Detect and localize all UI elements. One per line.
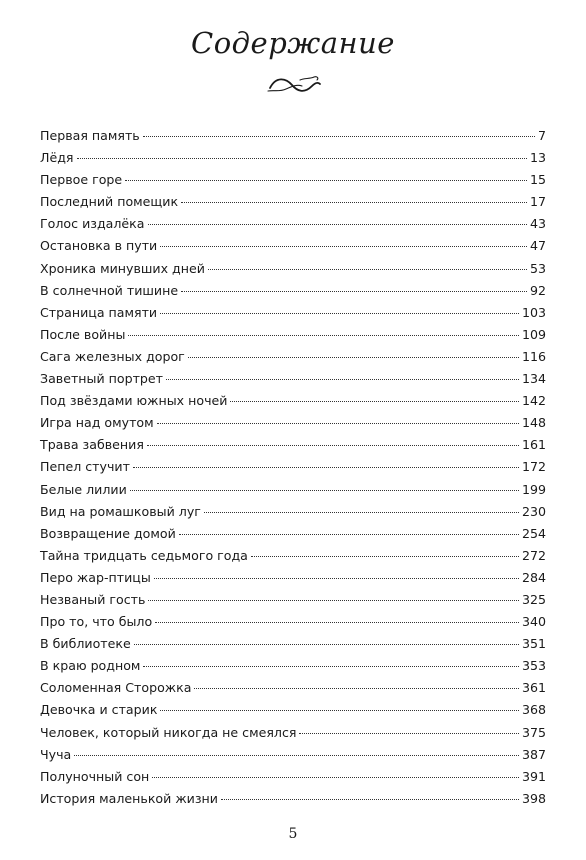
toc-entry-page: 13 [529,150,546,166]
toc-entry[interactable] [40,589,546,611]
toc-entry[interactable] [40,722,546,744]
dot-leader [160,710,519,711]
toc-entry-title: В краю родном [40,658,141,674]
table-of-contents [40,125,546,810]
toc-entry[interactable] [40,434,546,456]
toc-entry-page: 109 [521,326,546,342]
dot-leader [160,313,519,314]
toc-entry-title: Игра над омутом [40,415,154,431]
toc-entry-title: Человек, который никогда не смеялся [40,724,297,740]
toc-entry-page: 398 [521,790,546,806]
toc-entry-page: 161 [521,437,546,453]
toc-entry-page: 103 [521,304,546,320]
dot-leader [251,556,519,557]
dot-leader [143,136,535,137]
toc-entry[interactable] [40,523,546,545]
toc-entry-page: 353 [521,658,546,674]
toc-entry-title: Тайна тридцать седьмого года [40,547,248,563]
toc-entry-title: Незваный гость [40,591,146,607]
toc-entry-title: После войны [40,326,126,342]
toc-entry-title: Заветный портрет [40,371,164,387]
toc-entry-page: 7 [537,128,546,143]
toc-entry-title: Перо жар-птицы [40,569,151,585]
toc-entry-title: Сага железных дорог [40,348,185,364]
dot-leader [154,578,519,579]
toc-entry-page: 17 [529,194,546,210]
toc-entry[interactable] [40,412,546,434]
toc-entry-page: 284 [521,569,546,585]
dot-leader [147,445,519,446]
toc-entry[interactable] [40,368,546,390]
page-title: Содержание [191,26,395,60]
toc-entry[interactable] [40,280,546,302]
dot-leader [148,224,527,225]
dot-leader [208,269,527,270]
toc-entry[interactable] [40,545,546,567]
toc-entry[interactable] [40,567,546,589]
toc-entry[interactable] [40,346,546,368]
dot-leader [181,291,527,292]
toc-entry[interactable] [40,302,546,324]
swash-ornament-icon [266,72,322,98]
toc-entry-title: Девочка и старик [40,702,158,718]
toc-entry-title: Хроника минувших дней [40,260,205,276]
toc-entry[interactable] [40,788,546,810]
toc-entry-page: 391 [521,768,546,784]
toc-entry[interactable] [40,456,546,478]
toc-entry-page: 172 [521,459,546,475]
dot-leader [157,423,519,424]
toc-entry-page: 375 [521,724,546,740]
toc-entry-title: Страница памяти [40,304,158,320]
dot-leader [130,490,519,491]
dot-leader [230,401,518,402]
toc-entry-page: 47 [529,238,546,254]
toc-entry-title: Вид на ромашковый луг [40,503,201,519]
toc-entry[interactable] [40,213,546,235]
toc-entry-title: Полуночный сон [40,768,150,784]
toc-entry-page: 254 [521,525,546,541]
toc-entry[interactable] [40,147,546,169]
toc-entry-page: 340 [521,614,546,630]
dot-leader [152,777,519,778]
toc-entry-page: 272 [521,547,546,563]
toc-entry[interactable] [40,235,546,257]
toc-entry[interactable] [40,258,546,280]
toc-entry-title: Последний помещик [40,194,179,210]
toc-entry-title: Возвращение домой [40,525,176,541]
toc-entry-title: Чуча [40,746,72,762]
dot-leader [181,202,527,203]
dot-leader [179,534,519,535]
toc-entry[interactable] [40,324,546,346]
toc-entry-page: 199 [521,481,546,497]
toc-entry-title: Про то, что было [40,614,153,630]
toc-entry-page: 325 [521,591,546,607]
toc-entry-title: Пепел стучит [40,459,130,475]
toc-entry-page: 116 [521,348,546,364]
page-number: 5 [288,826,298,842]
toc-entry[interactable] [40,766,546,788]
dot-leader [74,755,519,756]
toc-entry[interactable] [40,125,546,147]
toc-entry-page: 43 [529,216,546,232]
toc-entry-page: 368 [521,702,546,718]
toc-entry[interactable] [40,699,546,721]
dot-leader [155,622,519,623]
toc-entry-page: 361 [521,680,546,696]
dot-leader [134,644,519,645]
toc-entry[interactable] [40,655,546,677]
toc-entry-title: В библиотеке [40,636,131,652]
toc-entry-page: 134 [521,371,546,387]
toc-entry[interactable] [40,479,546,501]
toc-entry-title: Белые лилии [40,481,127,497]
dot-leader [125,180,527,181]
toc-entry-page: 92 [529,282,546,298]
toc-entry-title: Трава забвения [40,437,144,453]
toc-entry-page: 230 [521,503,546,519]
toc-entry-title: История маленькой жизни [40,790,218,806]
dot-leader [160,246,527,247]
toc-entry-page: 15 [529,172,546,188]
toc-entry-title: Голос издалёка [40,216,145,232]
toc-entry[interactable] [40,390,546,412]
toc-entry[interactable] [40,501,546,523]
toc-entry[interactable] [40,633,546,655]
toc-entry-page: 387 [521,746,546,762]
toc-entry[interactable] [40,744,546,766]
toc-entry-title: Лёдя [40,150,74,166]
toc-entry[interactable] [40,169,546,191]
dot-leader [143,666,519,667]
dot-leader [204,512,519,513]
dot-leader [166,379,519,380]
dot-leader [221,799,519,800]
toc-entry[interactable] [40,677,546,699]
toc-entry[interactable] [40,611,546,633]
dot-leader [299,733,518,734]
toc-entry-page: 142 [521,393,546,409]
toc-entry-title: Остановка в пути [40,238,158,254]
toc-entry-title: Соломенная Сторожка [40,680,192,696]
toc-entry-page: 148 [521,415,546,431]
toc-entry-page: 351 [521,636,546,652]
dot-leader [128,335,519,336]
toc-entry-title: В солнечной тишине [40,282,179,298]
dot-leader [148,600,519,601]
toc-entry[interactable] [40,191,546,213]
dot-leader [133,467,519,468]
toc-entry-page: 53 [529,260,546,276]
dot-leader [194,688,518,689]
dot-leader [188,357,519,358]
toc-entry-title: Первая память [40,128,140,143]
toc-entry-title: Под звёздами южных ночей [40,393,228,409]
dot-leader [77,158,527,159]
toc-entry-title: Первое горе [40,172,123,188]
